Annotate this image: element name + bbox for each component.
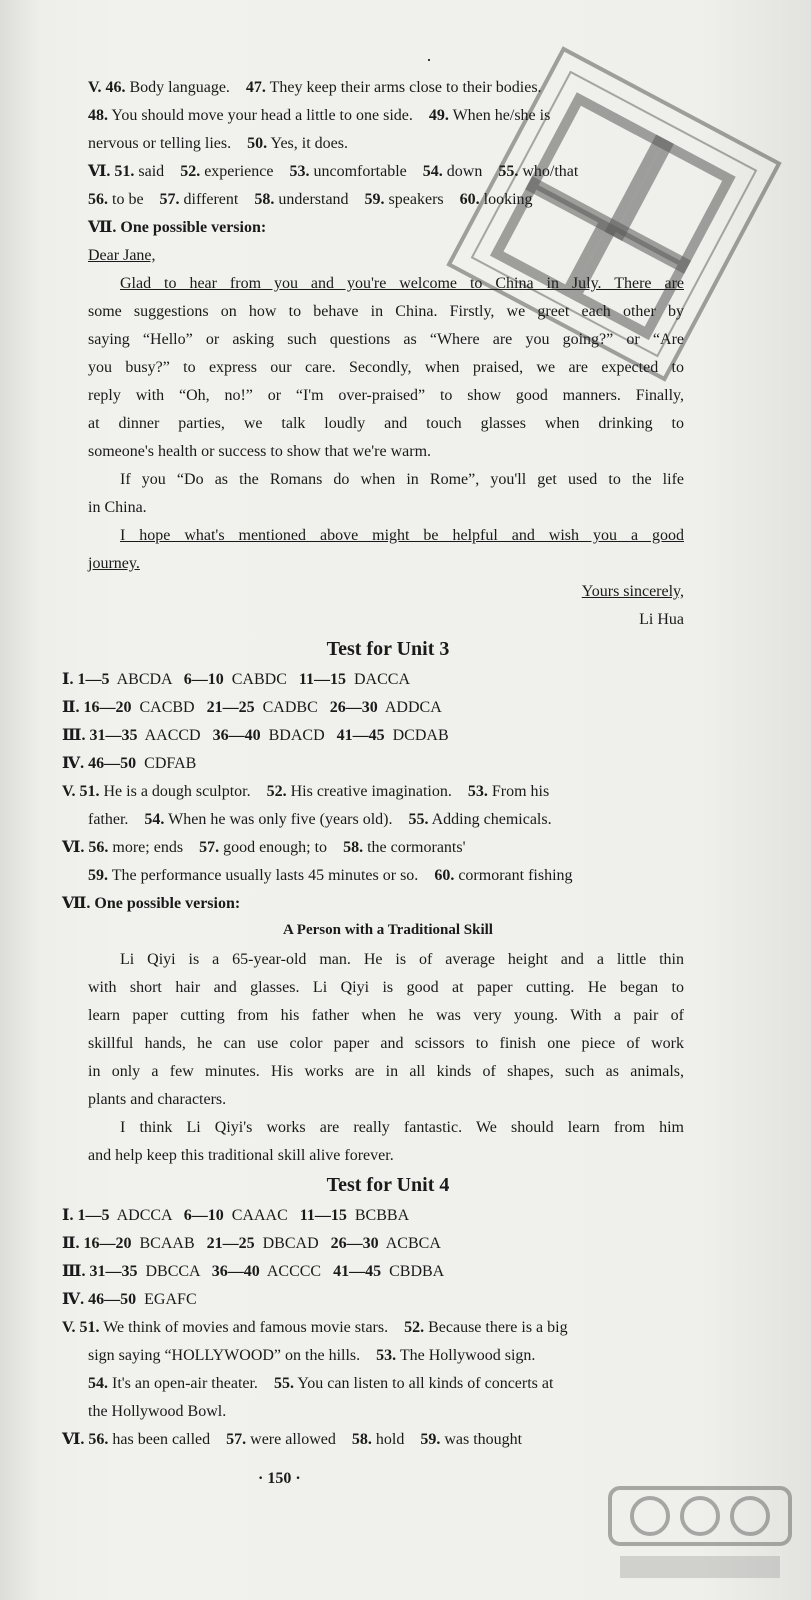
line-segment: ADDCA bbox=[377, 699, 442, 716]
essay-line: I think Li Qiyi's works are really fantastic. We should learn from him bbox=[120, 1119, 684, 1136]
line-segment: DACCA bbox=[345, 671, 410, 688]
line-segment: who/that bbox=[518, 163, 579, 180]
unit4-title: Test for Unit 4 bbox=[326, 1174, 450, 1196]
answer-line bbox=[88, 1402, 688, 1422]
line-segment: They keep their arms close to their bodies. bbox=[265, 79, 542, 96]
line-segment: CDFAB bbox=[136, 755, 197, 772]
line-segment: 11—15 bbox=[299, 1207, 347, 1224]
line-segment: 57. bbox=[199, 839, 220, 856]
answer-line bbox=[62, 754, 662, 774]
line-segment: Ⅱ. bbox=[62, 699, 84, 716]
line-segment: CBDBA bbox=[381, 1263, 445, 1280]
line-segment: BCAAB bbox=[131, 1235, 207, 1252]
line-segment: Ⅱ. bbox=[62, 1235, 84, 1252]
line-segment: 46. bbox=[105, 79, 126, 96]
line-segment: Ⅰ. bbox=[62, 1207, 78, 1224]
line-segment: EGAFC bbox=[136, 1291, 197, 1308]
essay-title: A Person with a Traditional Skill bbox=[283, 922, 493, 938]
line-segment: experience bbox=[200, 163, 290, 180]
essay-line: plants and characters. bbox=[88, 1091, 227, 1108]
line-segment: BCBBA bbox=[346, 1207, 410, 1224]
letter-line: reply with “Oh, no!” or “I'm over-praised” to show good manners. Finally, bbox=[88, 387, 684, 404]
line-segment: 41—45 bbox=[333, 1263, 382, 1280]
line-segment: Ⅲ. bbox=[62, 727, 90, 744]
line-segment: 51. bbox=[79, 783, 100, 800]
line-segment: to be bbox=[108, 191, 160, 208]
line-segment: ACCCC bbox=[259, 1263, 334, 1280]
line-segment: 55. bbox=[408, 811, 429, 828]
line-segment: Ⅶ. One possible version: bbox=[62, 895, 241, 912]
line-segment: cormorant fishing bbox=[454, 867, 573, 884]
line-segment: 6—10 bbox=[183, 1207, 224, 1224]
line-segment: 53. bbox=[376, 1347, 397, 1364]
line-segment: 1—5 bbox=[77, 671, 110, 688]
line-segment: 53. bbox=[467, 783, 488, 800]
line-segment: 59. bbox=[420, 1431, 441, 1448]
line-segment: The Hollywood sign. bbox=[396, 1347, 536, 1364]
essay-line: learn paper cutting from his father when he was very young. With a pair of bbox=[88, 1007, 684, 1024]
line-segment: V. bbox=[62, 783, 80, 800]
answer-line bbox=[88, 1374, 688, 1394]
essay-line: Li Qiyi is a 65-year-old man. He is of average height and a little thin bbox=[120, 951, 684, 968]
line-segment: Ⅳ. bbox=[62, 1291, 89, 1308]
line-segment: father. bbox=[88, 811, 145, 828]
line-segment: Ⅲ. bbox=[62, 1263, 90, 1280]
line-segment: 16—20 bbox=[83, 1235, 132, 1252]
letter-line: I hope what's mentioned above might be helpful and wish you a good bbox=[120, 527, 684, 544]
line-segment: 26—30 bbox=[330, 1235, 379, 1252]
line-segment: When he/she is bbox=[448, 107, 551, 124]
line-segment: Ⅰ. bbox=[62, 671, 78, 688]
line-segment: Ⅶ. One possible version: bbox=[88, 219, 267, 236]
answer-line bbox=[62, 782, 662, 802]
line-segment: 16—20 bbox=[83, 699, 132, 716]
line-segment: 21—25 bbox=[206, 699, 255, 716]
letter-line: Glad to hear from you and you're welcome to China in July. There are bbox=[120, 275, 684, 292]
line-segment: 52. bbox=[404, 1319, 425, 1336]
line-segment: 31—35 bbox=[89, 1263, 138, 1280]
line-segment: Body language. bbox=[125, 79, 246, 96]
line-segment: 50. bbox=[247, 135, 268, 152]
letter-line: at dinner parties, we talk loudly and touch glasses when drinking to bbox=[88, 415, 684, 432]
line-segment: 54. bbox=[422, 163, 443, 180]
line-segment: Ⅵ. bbox=[88, 163, 115, 180]
line-segment: 51. bbox=[79, 1319, 100, 1336]
line-segment: different bbox=[179, 191, 255, 208]
line-segment: Yes, it does. bbox=[267, 135, 348, 152]
line-segment: 6—10 bbox=[183, 671, 224, 688]
line-segment: DBCAD bbox=[254, 1235, 331, 1252]
line-segment: 1—5 bbox=[77, 1207, 110, 1224]
line-segment: down bbox=[442, 163, 499, 180]
line-segment: V. bbox=[88, 79, 106, 96]
answer-line bbox=[88, 810, 688, 830]
essay-line: in only a few minutes. His works are in all kinds of shapes, such as animals, bbox=[88, 1063, 684, 1080]
answer-line bbox=[62, 1234, 662, 1254]
line-segment: 58. bbox=[351, 1431, 372, 1448]
line-segment: AACCD bbox=[137, 727, 213, 744]
unit3-title: Test for Unit 3 bbox=[326, 638, 450, 660]
line-segment: DBCCA bbox=[137, 1263, 212, 1280]
line-segment: 59. bbox=[364, 191, 385, 208]
line-segment: You should move your head a little to one side. bbox=[108, 107, 429, 124]
line-segment: more; ends bbox=[108, 839, 200, 856]
line-segment: CABDC bbox=[223, 671, 299, 688]
line-segment: uncomfortable bbox=[309, 163, 423, 180]
line-segment: Ⅵ. bbox=[62, 839, 89, 856]
line-segment: The performance usually lasts 45 minutes or so. bbox=[108, 867, 435, 884]
answer-line bbox=[88, 1346, 688, 1366]
line-segment: understand bbox=[274, 191, 365, 208]
line-segment: 46—50 bbox=[88, 1291, 137, 1308]
line-segment: 46—50 bbox=[88, 755, 137, 772]
line-segment: 53. bbox=[289, 163, 310, 180]
line-segment: 55. bbox=[498, 163, 519, 180]
line-segment: You can listen to all kinds of concerts at bbox=[293, 1375, 554, 1392]
line-segment: 52. bbox=[266, 783, 287, 800]
line-segment: DCDAB bbox=[384, 727, 449, 744]
line-segment: It's an open-air theater. bbox=[108, 1375, 274, 1392]
line-segment: Ⅳ. bbox=[62, 755, 89, 772]
line-segment: was thought bbox=[440, 1431, 523, 1448]
letter-line: you busy?” to express our care. Secondly, when praised, we are expected to bbox=[88, 359, 684, 376]
line-segment: 52. bbox=[180, 163, 201, 180]
line-segment: From his bbox=[487, 783, 550, 800]
line-segment: Because there is a big bbox=[424, 1319, 568, 1336]
line-segment: 48. bbox=[88, 107, 108, 124]
line-segment: 36—40 bbox=[211, 1263, 260, 1280]
line-segment: speakers bbox=[384, 191, 460, 208]
line-segment: 26—30 bbox=[329, 699, 378, 716]
line-segment: ADCCA bbox=[109, 1207, 184, 1224]
answer-line bbox=[62, 1206, 662, 1226]
line-segment: 58. bbox=[343, 839, 364, 856]
line-segment: hold bbox=[371, 1431, 421, 1448]
line-segment: 57. bbox=[159, 191, 180, 208]
line-segment: 31—35 bbox=[89, 727, 138, 744]
line-segment: 59. bbox=[88, 867, 108, 884]
line-segment: CAAAC bbox=[223, 1207, 300, 1224]
answer-line bbox=[62, 838, 662, 858]
line-segment: 47. bbox=[245, 79, 266, 96]
line-segment: V. bbox=[62, 1319, 80, 1336]
letter-line: If you “Do as the Romans do when in Rome”, you'll get used to the life bbox=[120, 471, 684, 488]
line-segment: Ⅵ. bbox=[62, 1431, 89, 1448]
line-segment: We think of movies and famous movie stars. bbox=[99, 1319, 405, 1336]
answer-line bbox=[62, 1290, 662, 1310]
line-segment: CACBD bbox=[131, 699, 207, 716]
essay-line: and help keep this traditional skill alive forever. bbox=[88, 1147, 394, 1164]
watermark-logo-icon bbox=[600, 1480, 800, 1590]
line-segment: ACBCA bbox=[378, 1235, 441, 1252]
line-segment: 51. bbox=[114, 163, 135, 180]
letter-closing: Yours sincerely, bbox=[581, 583, 684, 600]
letter-salutation: Dear Jane, bbox=[88, 247, 156, 264]
letter-line: journey. bbox=[88, 555, 140, 572]
page-number: · 150 · bbox=[258, 1470, 301, 1487]
line-segment: good enough; to bbox=[219, 839, 344, 856]
line-segment: 57. bbox=[226, 1431, 247, 1448]
letter-signature: Li Hua bbox=[639, 611, 684, 628]
line-segment: has been called bbox=[108, 1431, 227, 1448]
answer-line bbox=[62, 1318, 662, 1338]
line-segment: His creative imagination. bbox=[286, 783, 468, 800]
essay-line: skillful hands, he can use color paper and scissors to finish one piece of work bbox=[88, 1035, 684, 1052]
line-segment: 58. bbox=[254, 191, 275, 208]
line-segment: were allowed bbox=[246, 1431, 352, 1448]
letter-line: in China. bbox=[88, 499, 147, 516]
answer-line bbox=[88, 866, 688, 886]
line-segment: 54. bbox=[144, 811, 165, 828]
line-segment: said bbox=[134, 163, 181, 180]
letter-line: saying “Hello” or asking such questions as “Where are you going?” or “Are bbox=[88, 331, 684, 348]
line-segment: BDACD bbox=[260, 727, 337, 744]
line-segment: 56. bbox=[88, 191, 108, 208]
line-segment: looking bbox=[479, 191, 533, 208]
line-segment: 41—45 bbox=[336, 727, 385, 744]
line-segment: 60. bbox=[459, 191, 480, 208]
answer-line bbox=[62, 1262, 662, 1282]
line-segment: sign saying “HOLLYWOOD” on the hills. bbox=[88, 1347, 377, 1364]
line-segment: 21—25 bbox=[206, 1235, 255, 1252]
line-segment: nervous or telling lies. bbox=[88, 135, 248, 152]
line-segment: the cormorants' bbox=[363, 839, 466, 856]
line-segment: Adding chemicals. bbox=[428, 811, 552, 828]
answer-line bbox=[62, 726, 662, 746]
line-segment: ABCDA bbox=[109, 671, 184, 688]
line-segment: the Hollywood Bowl. bbox=[88, 1403, 227, 1420]
line-segment: 56. bbox=[88, 839, 109, 856]
answer-line bbox=[62, 698, 662, 718]
line-segment: 11—15 bbox=[298, 671, 346, 688]
top-dot: · bbox=[426, 50, 432, 70]
line-segment: 49. bbox=[428, 107, 449, 124]
answer-line bbox=[62, 670, 662, 690]
line-segment: 36—40 bbox=[212, 727, 261, 744]
line-segment: 54. bbox=[88, 1375, 108, 1392]
line-segment: He is a dough sculptor. bbox=[99, 783, 267, 800]
essay-line: with short hair and glasses. Li Qiyi is good at paper cutting. He began to bbox=[88, 979, 684, 996]
answer-line bbox=[62, 1430, 662, 1450]
answer-line bbox=[62, 894, 662, 914]
line-segment: 55. bbox=[273, 1375, 294, 1392]
line-segment: 56. bbox=[88, 1431, 109, 1448]
line-segment: CADBC bbox=[254, 699, 330, 716]
line-segment: 60. bbox=[434, 867, 455, 884]
letter-line: someone's health or success to show that we're warm. bbox=[88, 443, 432, 460]
letter-line: some suggestions on how to behave in China. Firstly, we greet each other by bbox=[88, 303, 684, 320]
line-segment: When he was only five (years old). bbox=[164, 811, 409, 828]
